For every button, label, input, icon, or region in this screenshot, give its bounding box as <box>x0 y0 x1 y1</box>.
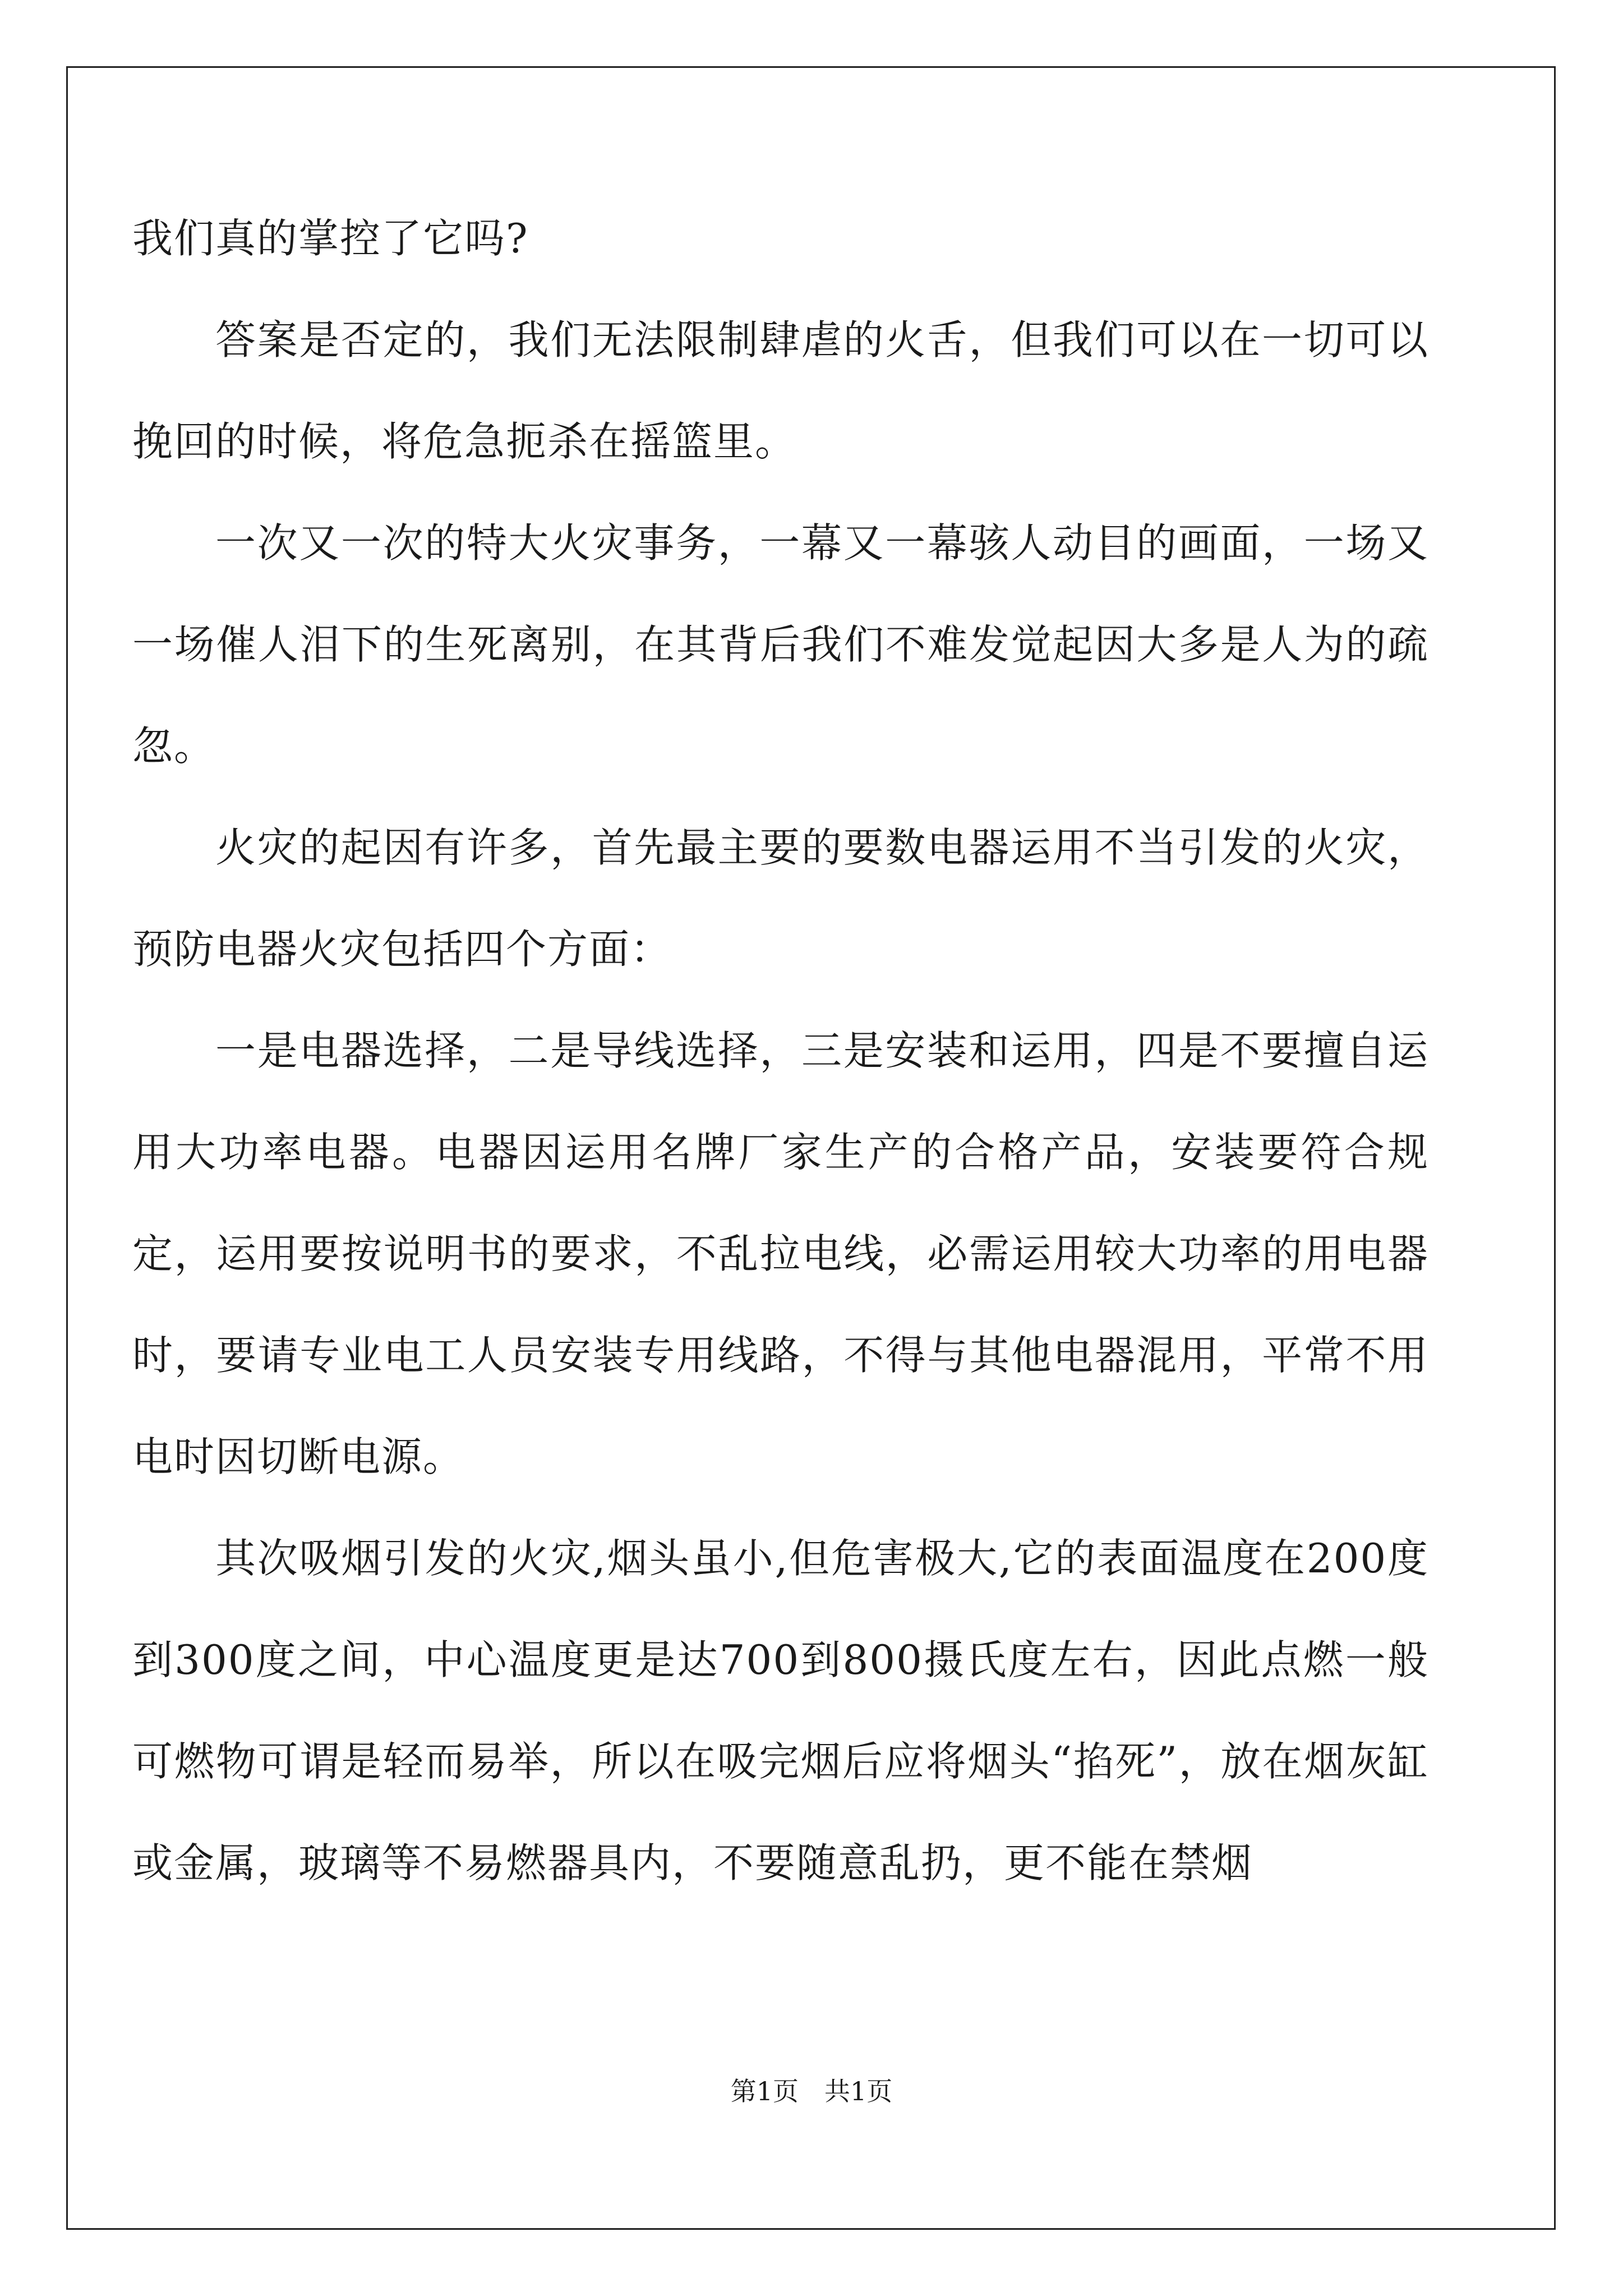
page-number: 第1页 <box>730 2076 799 2106</box>
paragraph-2: 答案是否定的，我们无法限制肆虐的火舌，但我们可以在一切可以挽回的时候，将危急扼杀在摇篮里。 <box>132 316 1429 465</box>
paragraph-3: 一次又一次的特大火灾事务，一幕又一幕骇人动目的画面，一场又一场催人泪下的生死离别，在其背后我们不难发觉起因大多是人为的疏忽。 <box>132 519 1429 770</box>
page-footer <box>0 2074 1623 2108</box>
paragraph-5: 一是电器选择，二是导线选择，三是安装和运用，四是不要擅自运用大功率电器。电器因运用名牌厂家生产的合格产品，安装要符合规定，运用要按说明书的要求，不乱拉电线，必需运用较大功率的用电器时，要请专业电工人员安装专用线路，不得与其他电器混用，平常不用电时因切断电源。 <box>132 1027 1429 1480</box>
paragraph-6: 其次吸烟引发的火灾,烟头虽小,但危害极大,它的表面温度在200度到300度之间，中心温度更是达700到800摄氏度左右，因此点燃一般可燃物可谓是轻而易举，所以在吸完烟后应将烟头“掐死”，放在烟灰缸或金属，玻璃等不易燃器具内，不要随意乱扔，更不能在禁烟 <box>132 1535 1429 1887</box>
document-body <box>132 188 1429 1914</box>
page-total: 共1页 <box>824 2076 893 2106</box>
paragraph-4: 火灾的起因有许多，首先最主要的要数电器运用不当引发的火灾，预防电器火灾包括四个方面： <box>132 824 1429 973</box>
paragraph-1: 我们真的掌控了它吗? <box>132 215 529 262</box>
